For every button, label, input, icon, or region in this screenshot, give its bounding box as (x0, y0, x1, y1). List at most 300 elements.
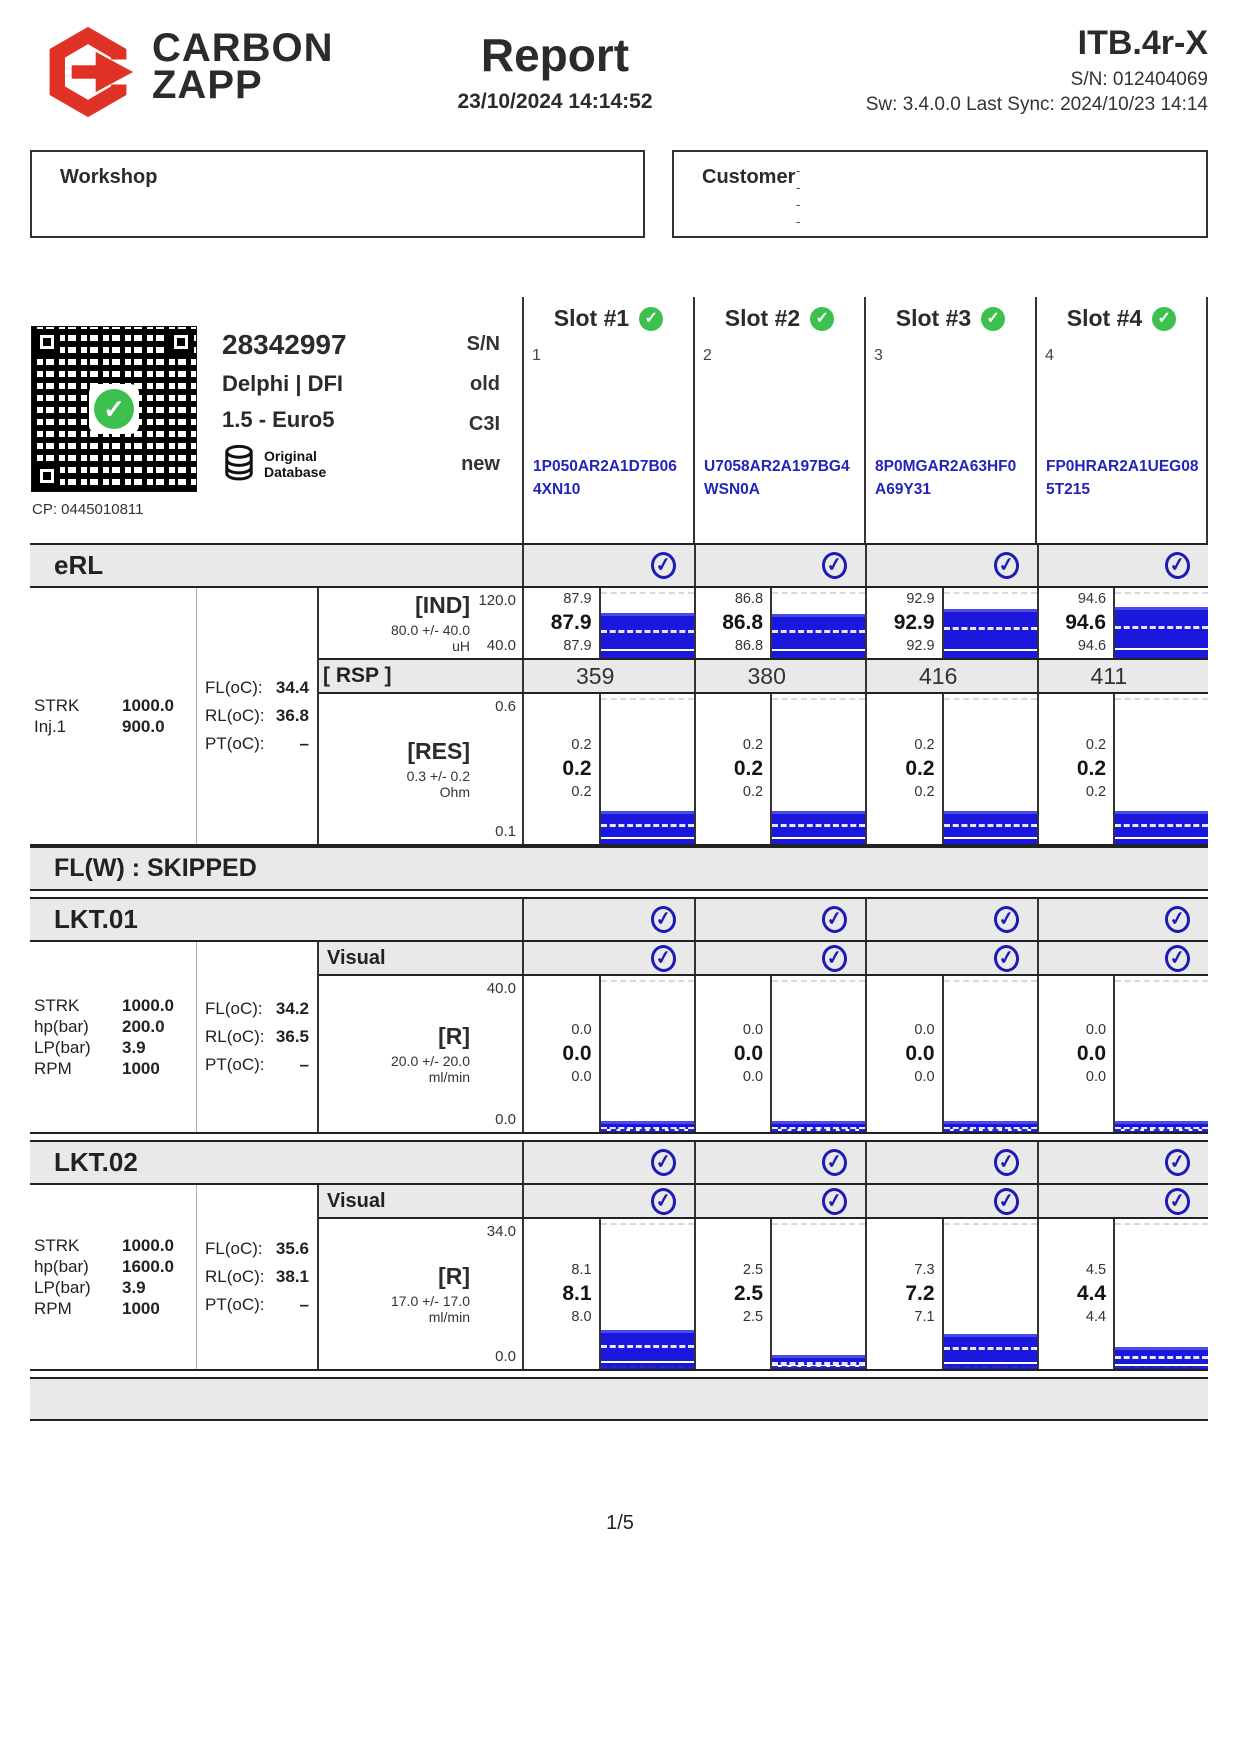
lkt01-temps (197, 942, 319, 1132)
brand-line2: ZAPP (152, 62, 263, 107)
value-max: 94.6 (1077, 590, 1107, 607)
value-max: 8.1 (571, 1261, 592, 1278)
lkt01-graphs (319, 942, 1208, 1132)
code-line2: WSN0A (704, 481, 760, 499)
lkt01-slot1-bar (599, 976, 694, 1132)
workshop-box (30, 150, 645, 238)
lkt02-visual-slot1 (522, 1185, 694, 1217)
lkt01-slot4-bar (1113, 976, 1208, 1132)
brand-text (152, 26, 334, 107)
r-test-name: [R] (438, 1023, 470, 1049)
r-tolerance: 17.0 +/- 17.0 (390, 1293, 470, 1309)
r-axis-min: 0.0 (495, 1348, 516, 1365)
customer-dash: - (796, 180, 801, 195)
pass-check-icon: ✓ (649, 904, 678, 934)
carbonzapp-logo-icon (40, 24, 136, 120)
param-label: RPM (34, 1059, 72, 1079)
original-database-badge (222, 445, 347, 483)
slot-1-code (533, 455, 677, 502)
param-label: STRK (34, 995, 80, 1015)
r-test-name: [R] (438, 1263, 470, 1289)
param-value: 1000 (122, 1299, 160, 1319)
value-max: 86.8 (734, 590, 764, 607)
pass-check-icon: ✓ (992, 1147, 1021, 1177)
erl-temps (197, 588, 319, 844)
lkt01-slot2-status (694, 899, 866, 940)
results-table (30, 543, 1208, 1421)
res-slot1-values (524, 694, 599, 844)
customer-box (672, 150, 1208, 238)
slot-2-header (695, 305, 864, 332)
slot-3-code (875, 455, 1016, 502)
value-avg: 7.2 (905, 1282, 935, 1306)
cp-number: CP: 0445010811 (32, 501, 144, 518)
lkt02-r-row (319, 1219, 1208, 1369)
value-min: 0.0 (571, 1068, 592, 1085)
database-icon (222, 445, 256, 483)
temp-value: 36.5 (275, 1026, 309, 1046)
lkt01-r-test-cell (319, 976, 522, 1132)
lkt02-temps (197, 1185, 319, 1369)
temp-label: FL(oC): (205, 677, 263, 697)
code-line2: 5T215 (1046, 481, 1090, 499)
param-value: 1000.0 (122, 995, 174, 1015)
lkt02-slot4-values (1039, 1219, 1114, 1369)
param-label: LP(bar) (34, 1038, 91, 1057)
lkt02-slot4-status (1037, 1142, 1209, 1183)
value-max: 4.5 (1085, 1261, 1107, 1278)
lkt01-slot2-bar (770, 976, 865, 1132)
code-line1: FP0HRAR2A1UEG08 (1046, 458, 1199, 475)
lkt02-slot2-values (696, 1219, 771, 1369)
pass-check-icon: ✓ (992, 550, 1021, 580)
pass-check-icon: ✓ (820, 550, 849, 580)
brand-line1: CARBON (152, 26, 334, 70)
value-max: 0.2 (742, 736, 764, 753)
r-axis-max: 34.0 (486, 1223, 516, 1240)
injector-engine: 1.5 - Euro5 (222, 407, 335, 432)
lkt02-slot3-status (865, 1142, 1037, 1183)
value-avg: 0.2 (733, 757, 764, 781)
r-unit: ml/min (428, 1309, 470, 1325)
value-avg: 2.5 (733, 1282, 764, 1306)
workshop-label: Workshop (60, 166, 158, 188)
erl-slot3-status (865, 545, 1037, 586)
pass-check-icon: ✓ (992, 1186, 1021, 1216)
lkt02-slot1-cell (522, 1219, 694, 1369)
value-min: 0.0 (1085, 1068, 1107, 1085)
pass-check-icon: ✓ (1163, 1147, 1192, 1177)
ind-tolerance: 80.0 +/- 40.0 (390, 622, 470, 638)
value-avg: 0.2 (1076, 757, 1107, 781)
lkt02-visual-slot2 (694, 1185, 866, 1217)
code-line2: 4XN10 (533, 481, 581, 499)
res-test-name: [RES] (407, 738, 470, 764)
res-unit: Ohm (439, 784, 470, 800)
customer-dash: - (796, 197, 801, 212)
temp-label: PT(oC): (205, 734, 265, 754)
section-erl-header (30, 543, 1208, 588)
lkt01-slot2-cell (694, 976, 866, 1132)
slot-4-header (1037, 305, 1206, 332)
page-header (0, 0, 1240, 140)
value-min: 2.5 (742, 1308, 764, 1325)
slot-pass-icon: ✓ (1152, 307, 1176, 331)
lkt01-slot4-values (1039, 976, 1114, 1132)
lkt01-visual-slot3 (865, 942, 1037, 974)
label-sn: S/N (466, 333, 500, 355)
pass-check-icon: ✓ (992, 904, 1021, 934)
lkt02-slot1-status (522, 1142, 694, 1183)
temp-value: 34.2 (275, 998, 309, 1018)
customer-label: Customer (702, 166, 796, 188)
section-lkt01-body (30, 942, 1208, 1134)
pass-check-icon: ✓ (820, 943, 849, 973)
ind-slot2-cell (694, 588, 866, 658)
lkt01-visual-slot1 (522, 942, 694, 974)
lkt01-r-row (319, 976, 1208, 1132)
value-avg: 0.2 (905, 757, 935, 781)
injector-info-cell (30, 297, 522, 543)
section-erl-body (30, 588, 1208, 846)
res-slot2-values (696, 694, 771, 844)
qr-finder-icon (34, 329, 60, 355)
value-max: 0.2 (914, 736, 935, 753)
res-slot4-bar (1113, 694, 1208, 844)
code-line2: A69Y31 (875, 481, 932, 499)
value-max: 0.2 (571, 736, 592, 753)
lkt02-r-test-cell (319, 1219, 522, 1369)
ind-slot4-cell (1037, 588, 1209, 658)
value-avg: 94.6 (1065, 611, 1107, 635)
value-min: 87.9 (563, 637, 592, 654)
code-line1: 8P0MGAR2A63HF0 (875, 458, 1017, 475)
pass-check-icon: ✓ (649, 550, 678, 580)
slot-4-label: Slot #4 (1066, 305, 1143, 331)
value-max: 0.0 (742, 1021, 764, 1038)
param-value: 1000.0 (122, 695, 174, 715)
temp-label: PT(oC): (205, 1295, 265, 1315)
db-line2: Database (264, 464, 327, 480)
value-max: 2.5 (742, 1261, 764, 1278)
page-number: 1/5 (606, 1512, 634, 1534)
ind-slot2-bar (770, 588, 865, 658)
r-unit: ml/min (428, 1069, 470, 1085)
slot-4-code (1046, 455, 1198, 502)
res-axis-max: 0.6 (495, 698, 516, 715)
code-line1: U7058AR2A197BG4 (704, 458, 850, 475)
param-label: hp(bar) (34, 1256, 89, 1276)
erl-params (30, 588, 197, 844)
value-min: 7.1 (914, 1308, 935, 1325)
pass-check-icon: ✓ (1163, 1186, 1192, 1216)
erl-slot2-status (694, 545, 866, 586)
param-value: 3.9 (122, 1278, 146, 1297)
green-check-icon: ✓ (94, 389, 134, 429)
temp-label: RL(oC): (205, 1026, 265, 1046)
slot-column-2 (693, 297, 864, 543)
value-max: 0.0 (914, 1021, 935, 1038)
ind-slot1-cell (522, 588, 694, 658)
res-slot3-cell (865, 694, 1037, 844)
lkt02-slot4-cell (1037, 1219, 1209, 1369)
pass-check-icon: ✓ (1163, 943, 1192, 973)
value-min: 94.6 (1077, 637, 1107, 654)
slot-column-4 (1035, 297, 1208, 543)
injector-identity (222, 329, 347, 483)
slot-4-number: 4 (1045, 347, 1054, 364)
rsp-slot4-value: 411 (1037, 660, 1209, 692)
customer-dash: - (796, 163, 801, 178)
lkt01-visual-row (319, 942, 1208, 976)
temp-value: 35.6 (275, 1238, 309, 1258)
label-c3i: C3I (468, 413, 500, 435)
lkt01-slot2-values (696, 976, 771, 1132)
lkt01-slot4-status (1037, 899, 1209, 940)
res-slot3-values (867, 694, 942, 844)
lkt01-slot3-bar (942, 976, 1037, 1132)
temp-label: FL(oC): (205, 1238, 263, 1258)
slot-2-number: 2 (703, 347, 712, 364)
value-min: 0.2 (1085, 783, 1107, 800)
res-test-row (319, 694, 1208, 844)
device-block (866, 24, 1208, 116)
ind-test-name: [IND] (415, 592, 470, 618)
ind-slot4-bar (1113, 588, 1208, 658)
slot-2-label: Slot #2 (724, 305, 801, 331)
rsp-row (319, 658, 1208, 694)
lkt01-params (30, 942, 197, 1132)
value-avg: 86.8 (722, 611, 764, 635)
param-value: 900.0 (122, 717, 165, 736)
temp-label: RL(oC): (205, 1266, 265, 1286)
slot-3-number: 3 (874, 347, 883, 364)
injector-part-number: 28342997 (222, 329, 347, 360)
section-lkt02-body (30, 1185, 1208, 1371)
slot-pass-icon: ✓ (810, 307, 834, 331)
lkt02-slot2-cell (694, 1219, 866, 1369)
value-avg: 4.4 (1076, 1282, 1107, 1306)
lkt02-slot3-bar (942, 1219, 1037, 1369)
param-value: 1000.0 (122, 1235, 174, 1255)
value-avg: 87.9 (550, 611, 592, 635)
customer-dash: - (796, 214, 801, 229)
lkt02-visual-row (319, 1185, 1208, 1219)
page-title: Report (480, 29, 630, 81)
label-new: new (461, 453, 500, 475)
pass-check-icon: ✓ (820, 904, 849, 934)
rsp-slot1-value: 359 (522, 660, 694, 692)
value-min: 0.0 (914, 1068, 935, 1085)
section-lkt02-title: LKT.02 (54, 1147, 138, 1177)
erl-slot1-status (522, 545, 694, 586)
row-labels-column (461, 333, 500, 493)
param-value: 3.9 (122, 1038, 146, 1057)
lkt02-visual-slot4 (1037, 1185, 1209, 1217)
value-min: 8.0 (571, 1308, 592, 1325)
pass-check-icon: ✓ (649, 1147, 678, 1177)
pass-check-icon: ✓ (820, 1186, 849, 1216)
param-value: 1000 (122, 1059, 160, 1079)
value-avg: 8.1 (562, 1282, 592, 1306)
slot-column-1 (522, 297, 693, 543)
value-avg: 0.0 (1076, 1042, 1107, 1066)
r-axis-max: 40.0 (486, 980, 516, 997)
res-slot2-cell (694, 694, 866, 844)
lkt01-slot1-values (524, 976, 599, 1132)
value-min: 0.2 (571, 783, 592, 800)
ind-test-cell (319, 588, 522, 658)
lkt02-slot2-status (694, 1142, 866, 1183)
code-line1: 1P050AR2A1D7B06 (533, 458, 677, 475)
value-min: 0.2 (914, 783, 935, 800)
device-sw-version: Sw: 3.4.0.0 Last Sync: 2024/10/23 14:14 (865, 94, 1208, 115)
report-datetime: 23/10/2024 14:14:52 (457, 90, 653, 113)
value-min: 4.4 (1085, 1308, 1107, 1325)
section-flw-skipped: FL(W) : SKIPPED (30, 846, 1208, 891)
ind-slot1-bar (599, 588, 694, 658)
pass-check-icon: ✓ (820, 1147, 849, 1177)
ind-test-row (319, 588, 1208, 658)
temp-value: 34.4 (275, 677, 309, 697)
value-min: 92.9 (906, 637, 935, 654)
value-max: 0.0 (1085, 1021, 1107, 1038)
qr-finder-icon (34, 463, 60, 489)
lkt02-visual-label: Visual (327, 1189, 386, 1212)
value-max: 0.2 (1085, 736, 1107, 753)
ind-slot2-values (696, 588, 771, 658)
lkt01-slot1-status (522, 899, 694, 940)
lkt01-slot4-cell (1037, 976, 1209, 1132)
value-max: 87.9 (563, 590, 592, 607)
slot-1-label: Slot #1 (553, 305, 630, 331)
customer-dashes (796, 162, 800, 230)
rsp-slot2-value: 380 (694, 660, 866, 692)
ind-unit: uH (452, 638, 470, 654)
ind-slot4-values (1039, 588, 1114, 658)
value-max: 7.3 (914, 1261, 935, 1278)
res-slot1-bar (599, 694, 694, 844)
temp-value: – (299, 734, 309, 754)
erl-graphs (319, 588, 1208, 844)
pass-check-icon: ✓ (1163, 904, 1192, 934)
value-avg: 0.0 (905, 1042, 935, 1066)
value-min: 86.8 (734, 637, 764, 654)
pass-check-icon: ✓ (1163, 550, 1192, 580)
value-max: 0.0 (571, 1021, 592, 1038)
injector-brand-system: Delphi | DFI (222, 371, 344, 396)
temp-label: FL(oC): (205, 998, 263, 1018)
temp-label: RL(oC): (205, 705, 265, 725)
pass-check-icon: ✓ (992, 943, 1021, 973)
slot-1-header (524, 305, 693, 332)
label-old: old (470, 373, 500, 395)
temp-label: PT(oC): (205, 1055, 265, 1075)
section-lkt01-title: LKT.01 (54, 904, 138, 934)
lkt01-visual-label: Visual (327, 946, 386, 969)
res-slot2-bar (770, 694, 865, 844)
slot-pass-icon: ✓ (981, 307, 1005, 331)
value-avg: 0.0 (733, 1042, 764, 1066)
ind-axis-min: 40.0 (486, 637, 516, 654)
param-value: 1600.0 (122, 1256, 174, 1276)
ind-slot1-values (524, 588, 599, 658)
qr-finder-icon (168, 329, 194, 355)
erl-slot4-status (1037, 545, 1209, 586)
database-badge-text (264, 448, 326, 480)
res-slot4-cell (1037, 694, 1209, 844)
value-min: 0.0 (742, 1068, 764, 1085)
r-tolerance: 20.0 +/- 20.0 (390, 1053, 470, 1069)
lkt02-slot3-values (867, 1219, 942, 1369)
pass-check-icon: ✓ (649, 1186, 678, 1216)
param-label: Inj.1 (34, 717, 67, 736)
value-max: 92.9 (906, 590, 935, 607)
lkt02-slot2-bar (770, 1219, 865, 1369)
r-axis-min: 0.0 (495, 1111, 516, 1128)
pass-check-icon: ✓ (649, 943, 678, 973)
value-min: 0.2 (742, 783, 764, 800)
lkt01-visual-slot4 (1037, 942, 1209, 974)
rsp-slot3-value: 416 (865, 660, 1037, 692)
lkt01-slot3-values (867, 976, 942, 1132)
slot-header-table (30, 297, 1208, 543)
ind-slot3-cell (865, 588, 1037, 658)
ind-slot3-values (867, 588, 942, 658)
lkt02-slot1-values (524, 1219, 599, 1369)
value-avg: 0.2 (562, 757, 592, 781)
param-label: LP(bar) (34, 1278, 91, 1297)
param-label: STRK (34, 695, 80, 715)
rsp-label: [ RSP ] (323, 664, 392, 687)
temp-value: – (299, 1295, 309, 1315)
ind-slot3-bar (942, 588, 1037, 658)
lkt01-slot1-cell (522, 976, 694, 1132)
section-lkt01-header (30, 897, 1208, 942)
device-serial: S/N: 012404069 (1070, 69, 1208, 90)
param-label: STRK (34, 1235, 80, 1255)
res-test-cell (319, 694, 522, 844)
slot-column-3 (864, 297, 1035, 543)
param-value: 200.0 (122, 1016, 165, 1036)
temp-value: – (299, 1055, 309, 1075)
section-erl-title: eRL (54, 550, 104, 580)
db-line1: Original (264, 447, 317, 464)
value-avg: 92.9 (893, 611, 935, 635)
lkt02-slot3-cell (865, 1219, 1037, 1369)
slot-pass-icon: ✓ (639, 307, 663, 331)
temp-value: 38.1 (275, 1266, 309, 1286)
res-slot4-values (1039, 694, 1114, 844)
lkt02-visual-slot3 (865, 1185, 1037, 1217)
qr-code (32, 327, 196, 491)
lkt02-params (30, 1185, 197, 1369)
res-axis-min: 0.1 (495, 823, 516, 840)
res-slot1-cell (522, 694, 694, 844)
lkt02-slot4-bar (1113, 1219, 1208, 1369)
res-slot3-bar (942, 694, 1037, 844)
section-lkt02-header (30, 1140, 1208, 1185)
res-tolerance: 0.3 +/- 0.2 (406, 768, 470, 784)
lkt01-slot3-status (865, 899, 1037, 940)
slot-2-code (704, 455, 850, 502)
lkt02-slot1-bar (599, 1219, 694, 1369)
bottom-empty-band (30, 1377, 1208, 1421)
slot-3-header (866, 305, 1035, 332)
temp-value: 36.8 (275, 705, 309, 725)
lkt01-slot3-cell (865, 976, 1037, 1132)
lkt02-graphs (319, 1185, 1208, 1369)
